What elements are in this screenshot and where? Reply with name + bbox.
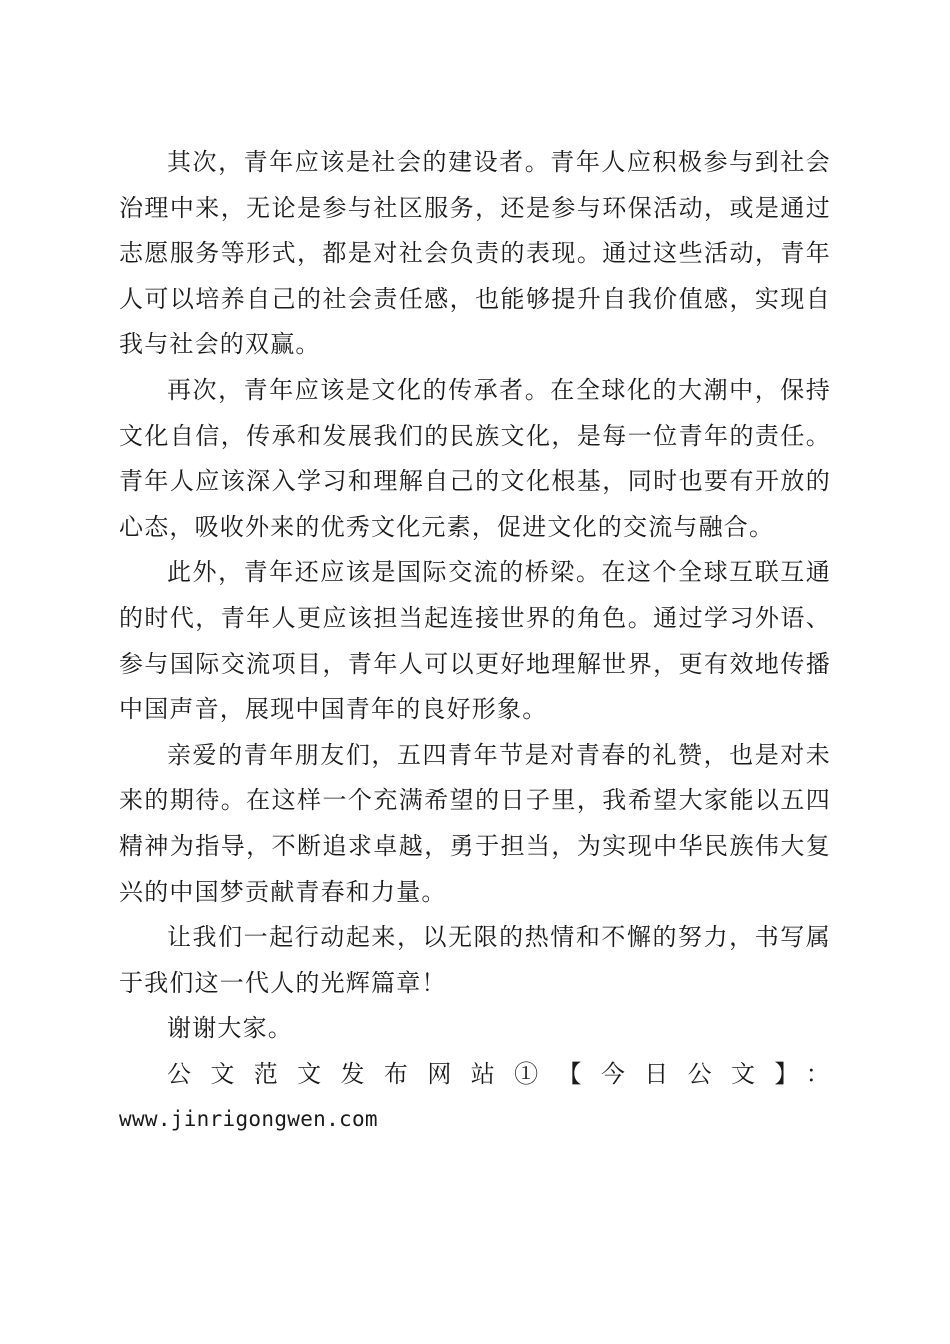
paragraph-culture-inheritor: 再次，青年应该是文化的传承者。在全球化的大潮中，保持文化自信，传承和发展我们的民族文化，是每一位青年的责任。青年人应该深入学习和理解自己的文化根基，同时也要有开放的心态，吸收外来的优秀文化元素，促进文化的交流与融合。 [119, 375, 831, 541]
footer-site-url: www.jinrigongwen.com [119, 1107, 378, 1132]
paragraph-social-builder: 其次，青年应该是社会的建设者。青年人应积极参与到社会治理中来，无论是参与社区服务，还是参与环保活动，或是通过志愿服务等形式，都是对社会负责的表现。通过这些活动，青年人可以培养自己的社会责任感，也能够提升自我价值感，实现自我与社会的双赢。 [119, 148, 831, 359]
paragraph-closing-appeal: 亲爱的青年朋友们，五四青年节是对青春的礼赞，也是对未来的期待。在这样一个充满希望的日子里，我希望大家能以五四精神为指导，不断追求卓越，勇于担当，为实现中华民族伟大复兴的中国梦贡献青春和力量。 [119, 740, 831, 906]
paragraph-thanks: 谢谢大家。 [167, 1014, 293, 1043]
paragraph-call-to-action: 让我们一起行动起来，以无限的热情和不懈的努力，书写属于我们这一代人的光辉篇章！ [119, 923, 831, 997]
footer-site-label: 公文范文发布网站①【今日公文】： [167, 1059, 831, 1088]
document-body [119, 140, 831, 1143]
paragraph-international-bridge: 此外，青年还应该是国际交流的桥梁。在这个全球互联互通的时代，青年人更应该担当起连接世界的角色。通过学习外语、参与国际交流项目，青年人可以更好地理解世界，更有效地传播中国声音，展现中国青年的良好形象。 [119, 558, 831, 724]
